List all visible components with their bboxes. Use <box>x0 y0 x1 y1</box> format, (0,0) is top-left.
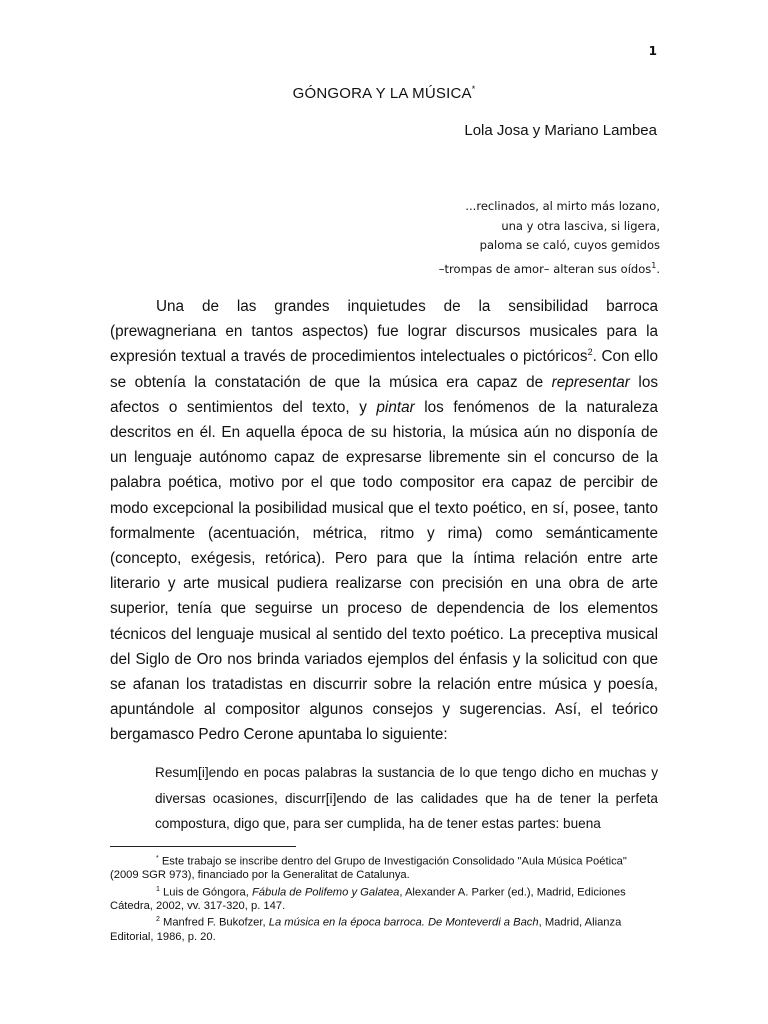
paragraph-text: Una de las grandes inquietudes de la sensibilidad barroca (prewagneriana en tantos aspectos) fue lograr discursos musicales para la expresión textual a través de procedimientos intelectuales o pictóricos <box>110 298 658 366</box>
footnotes <box>110 852 658 944</box>
footnote-text: , Alexander A. Parker (ed.), Madrid, Ediciones Cátedra, 2002, vv. 317-320, p. 147. <box>110 886 626 912</box>
body-text <box>110 294 658 748</box>
footnote-text: Este trabajo se inscribe dentro del Grupo de Investigación Consolidado "Aula Música Poética" (2009 SGR 973), financiado por la Generalitat de Catalunya. <box>110 855 627 882</box>
paragraph <box>110 294 658 748</box>
epigraph-line-end: . <box>656 261 660 276</box>
footnote-divider <box>110 846 296 847</box>
epigraph-line-text: –trompas de amor– alteran sus oídos <box>438 261 652 276</box>
emphasis-text: pintar <box>376 398 415 416</box>
epigraph <box>439 197 660 279</box>
footnote-title: Fábula de Polifemo y Galatea <box>251 886 400 899</box>
title-footnote-mark[interactable]: * <box>471 84 476 94</box>
footnote-mark: * <box>156 855 159 862</box>
authors: Lola Josa y Mariano Lambea <box>464 122 657 139</box>
epigraph-line <box>439 256 660 279</box>
footnote <box>110 883 658 914</box>
page-number: 1 <box>648 44 657 58</box>
footnote <box>110 852 658 883</box>
title-text: GÓNGORA Y LA MÚSICA <box>292 85 472 102</box>
footnote-text: , Madrid, Alianza Editorial, 1986, p. 20. <box>110 917 622 943</box>
paragraph-text: . Con ello se obtenía la constatación de que la música era capaz de <box>110 348 658 391</box>
document-title <box>0 84 768 102</box>
footnote-mark: 1 <box>156 885 160 893</box>
footnote-mark: 2 <box>156 916 160 924</box>
footnote-text: Luis de Góngora, <box>159 886 252 899</box>
epigraph-footnote-mark[interactable]: 1 <box>651 260 657 270</box>
footnote-title: La música en la época barroca. De Monteverdi a Bach <box>268 917 539 930</box>
paragraph-text: los fenómenos de la naturaleza descritos en él. En aquella época de su historia, la música aún no disponía de un lenguaje autónomo capaz de expresarse libremente sin el concurso de la palabra poética, motivo por el que todo compositor era capaz de percibir de modo excepcional la posibilidad musical que el texto poético, en sí, posee, tanto formalmente (acentuación, métrica, ritmo y rima) como semánticamente (concepto, exégesis, retórica). Pero para que la íntima relación entre arte literario y arte musical pudiera realizarse con precisión en una obra de arte superior, tenía que seguirse un proceso de dependencia de los elementos técnicos del lenguaje musical al sentido del texto poético. La preceptiva musical del Siglo de Oro nos brinda variados ejemplos del énfasis y la solicitud con que se afanan los tratadistas en discurrir sobre la relación entre música y poesía, apuntándole al compositor algunos consejos y sugerencias. Así, el teórico bergamasco Pedro Cerone apuntaba lo siguiente: <box>110 398 658 744</box>
footnote-text: Manfred F. Bukofzer, <box>159 917 269 930</box>
footnote-mark[interactable]: 2 <box>587 347 593 358</box>
epigraph-line: ...reclinados, al mirto más lozano, <box>465 199 660 213</box>
footnote <box>110 913 658 944</box>
epigraph-line: una y otra lasciva, si ligera, <box>501 218 660 233</box>
paragraph-text: los afectos o sentimientos del texto, y <box>110 373 658 416</box>
block-quote: Resum[i]endo en pocas palabras la sustancia de lo que tengo dicho en muchas y diversas ocasiones, discurr[i]endo de las calidades que ha de tener la perfeta compostura, digo que, para ser cumplida, ha de tener estas partes: buena <box>155 765 658 831</box>
epigraph-line: paloma se caló, cuyos gemidos <box>479 238 660 252</box>
emphasis-text: representar <box>551 373 630 391</box>
